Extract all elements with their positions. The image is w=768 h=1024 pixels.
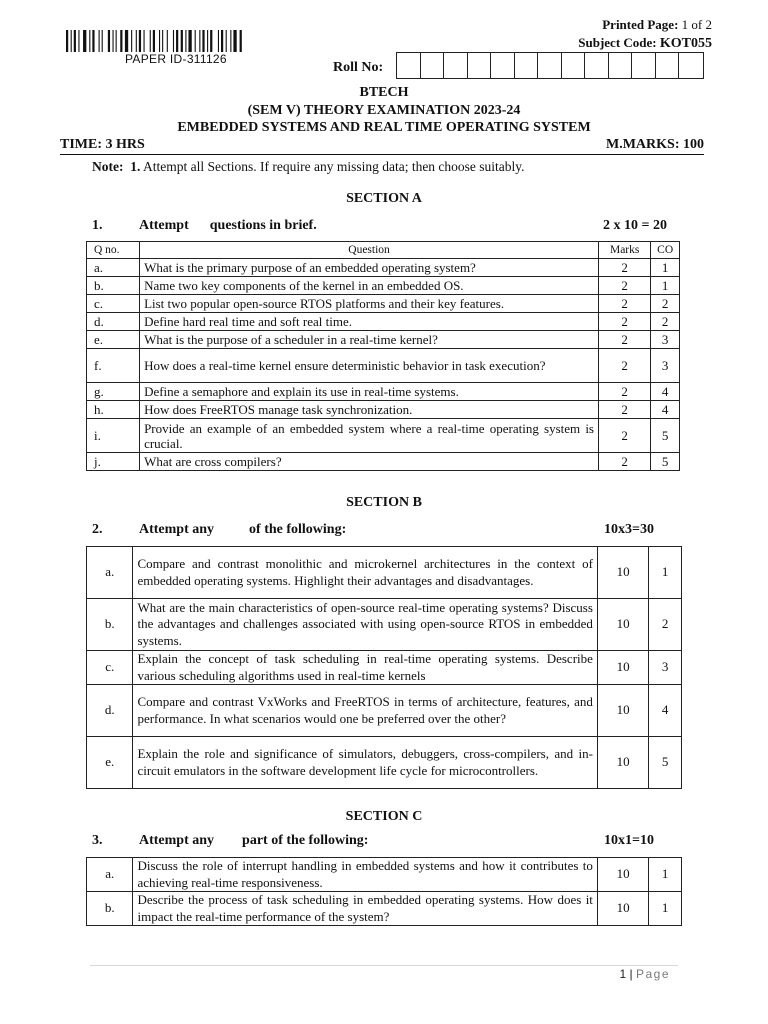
question-text: Discuss the role of interrupt handling in embedded systems and how it contributes to achieving real-time responsiveness.: [133, 858, 597, 892]
question-text: Describe the process of task scheduling in embedded operating systems. How does it impact the real-time performance of the system?: [133, 892, 597, 926]
section-a-qnum: 1.: [92, 218, 103, 233]
table-row: [87, 331, 680, 349]
roll-no-boxes[interactable]: [396, 52, 704, 79]
table-row: [87, 737, 682, 789]
table-row: [87, 383, 680, 401]
roll-no-box[interactable]: [585, 53, 609, 78]
question-co: 1: [651, 259, 680, 277]
question-marks: 10: [597, 685, 648, 737]
section-a-instruction: Attempt questions in brief.: [139, 218, 317, 233]
question-text: Provide an example of an embedded system where a real-time operating system is crucial.: [140, 419, 599, 453]
question-co: 3: [649, 651, 682, 685]
roll-no-box[interactable]: [421, 53, 445, 78]
question-text: Explain the role and significance of simulators, debuggers, cross-compilers, and in-circuit emulators in the software development life cycle for microcontrollers.: [133, 737, 597, 789]
section-c-qnum: 3.: [92, 833, 103, 848]
question-marks: 10: [597, 858, 648, 892]
table-row: [87, 599, 682, 651]
section-c-instruction: Attempt any part of the following:: [139, 833, 369, 848]
question-number: b.: [87, 277, 140, 295]
note-number: 1.: [130, 159, 141, 174]
table-row: [87, 858, 682, 892]
subject-title: EMBEDDED SYSTEMS AND REAL TIME OPERATING SYSTEM: [177, 120, 591, 135]
question-text: Compare and contrast monolithic and microkernel architectures in the context of embedded operating systems. Highlight their advantages and disadvantages.: [133, 547, 597, 599]
table-row: [87, 349, 680, 383]
roll-no-box[interactable]: [397, 53, 421, 78]
question-number: g.: [87, 383, 140, 401]
note-label: Note:: [92, 159, 124, 174]
question-number: j.: [87, 453, 140, 471]
question-co: 5: [651, 419, 680, 453]
question-number: a.: [87, 259, 140, 277]
roll-no-box[interactable]: [468, 53, 492, 78]
question-marks: 2: [599, 349, 651, 383]
page-footer: [619, 967, 670, 981]
question-marks: 2: [599, 401, 651, 419]
question-co: 1: [649, 892, 682, 926]
subject-code-label: Subject Code:: [578, 35, 657, 50]
roll-no-box[interactable]: [562, 53, 586, 78]
question-co: 3: [651, 349, 680, 383]
question-number: e.: [87, 331, 140, 349]
exam-time: TIME: 3 HRS: [60, 137, 145, 152]
roll-no-box[interactable]: [538, 53, 562, 78]
question-marks: 2: [599, 313, 651, 331]
question-co: 4: [651, 401, 680, 419]
question-co: 1: [649, 547, 682, 599]
exam-title: (SEM V) THEORY EXAMINATION 2023-24: [247, 103, 521, 118]
question-marks: 2: [599, 259, 651, 277]
question-number: a.: [87, 858, 133, 892]
question-co: 2: [651, 313, 680, 331]
time-marks-row: [60, 137, 704, 155]
question-number: i.: [87, 419, 140, 453]
table-row: [87, 259, 680, 277]
header-question: Question: [140, 242, 599, 259]
section-b-table: [86, 546, 682, 789]
question-marks: 10: [597, 651, 648, 685]
question-co: 4: [651, 383, 680, 401]
question-number: d.: [87, 685, 133, 737]
table-row: [87, 419, 680, 453]
printed-page: [602, 17, 712, 33]
question-number: b.: [87, 892, 133, 926]
section-a-title: SECTION A: [346, 191, 422, 206]
roll-no-box[interactable]: [632, 53, 656, 78]
question-co: 4: [649, 685, 682, 737]
footer-page-word: Page: [635, 967, 670, 981]
footer-separator: |: [629, 967, 633, 981]
question-marks: 2: [599, 453, 651, 471]
question-number: f.: [87, 349, 140, 383]
header-co: CO: [651, 242, 680, 259]
barcode: [66, 30, 294, 52]
section-a-marks: 2 x 10 = 20: [603, 218, 667, 233]
question-co: 2: [651, 295, 680, 313]
question-co: 1: [649, 858, 682, 892]
paper-id: PAPER ID-311126: [125, 52, 227, 66]
question-text: What is the primary purpose of an embedded operating system?: [140, 259, 599, 277]
question-marks: 10: [597, 737, 648, 789]
table-row: [87, 313, 680, 331]
question-number: h.: [87, 401, 140, 419]
section-b-qnum: 2.: [92, 522, 103, 537]
question-text: How does FreeRTOS manage task synchronization.: [140, 401, 599, 419]
table-row: [87, 651, 682, 685]
question-co: 3: [651, 331, 680, 349]
table-row: [87, 277, 680, 295]
question-marks: 10: [597, 599, 648, 651]
roll-no-box[interactable]: [491, 53, 515, 78]
question-marks: 10: [597, 547, 648, 599]
roll-no-box[interactable]: [679, 53, 703, 78]
roll-no-box[interactable]: [656, 53, 680, 78]
question-co: 5: [649, 737, 682, 789]
header-qno: Q no.: [87, 242, 140, 259]
section-c-table: [86, 857, 682, 926]
printed-page-value: 1 of 2: [681, 17, 712, 32]
roll-no-label: Roll No:: [333, 60, 384, 75]
instructions-note: [92, 159, 525, 175]
question-marks: 10: [597, 892, 648, 926]
table-row: [87, 453, 680, 471]
question-number: c.: [87, 651, 133, 685]
subject-code: [578, 35, 712, 52]
question-co: 1: [651, 277, 680, 295]
table-row: [87, 547, 682, 599]
question-marks: 2: [599, 331, 651, 349]
table-row: [87, 685, 682, 737]
question-text: Compare and contrast VxWorks and FreeRTOS in terms of architecture, features, and performance. In what scenarios would one be preferred over the other?: [133, 685, 597, 737]
question-text: What are cross compilers?: [140, 453, 599, 471]
question-number: e.: [87, 737, 133, 789]
roll-no-box[interactable]: [609, 53, 633, 78]
roll-no-box[interactable]: [515, 53, 539, 78]
section-a-table: [86, 241, 680, 471]
footer-page-number: 1: [619, 967, 627, 981]
question-text: How does a real-time kernel ensure deterministic behavior in task execution?: [140, 349, 599, 383]
table-header-row: [87, 242, 680, 259]
question-number: b.: [87, 599, 133, 651]
question-number: d.: [87, 313, 140, 331]
section-c-marks: 10x1=10: [604, 833, 654, 848]
question-text: Define a semaphore and explain its use in real-time systems.: [140, 383, 599, 401]
question-marks: 2: [599, 277, 651, 295]
table-row: [87, 401, 680, 419]
subject-code-value: KOT055: [659, 36, 712, 51]
question-marks: 2: [599, 419, 651, 453]
note-text: Attempt all Sections. If require any missing data; then choose suitably.: [143, 159, 525, 174]
footer-divider: [90, 965, 678, 966]
question-text: What are the main characteristics of open-source real-time operating systems? Discuss the advantages and challenges associated with using open-source RTOS in embedded systems.: [133, 599, 597, 651]
question-marks: 2: [599, 295, 651, 313]
question-text: Define hard real time and soft real time.: [140, 313, 599, 331]
max-marks: M.MARKS: 100: [606, 137, 704, 152]
table-row: [87, 295, 680, 313]
printed-page-label: Printed Page:: [602, 17, 679, 32]
course-title: BTECH: [359, 85, 409, 100]
header-marks: Marks: [599, 242, 651, 259]
question-number: c.: [87, 295, 140, 313]
question-marks: 2: [599, 383, 651, 401]
question-co: 2: [649, 599, 682, 651]
section-b-marks: 10x3=30: [604, 522, 654, 537]
question-text: What is the purpose of a scheduler in a real-time kernel?: [140, 331, 599, 349]
section-c-title: SECTION C: [345, 809, 423, 824]
question-text: Explain the concept of task scheduling in real-time operating systems. Describe various scheduling algorithms used in real-time kernels: [133, 651, 597, 685]
question-number: a.: [87, 547, 133, 599]
question-text: Name two key components of the kernel in an embedded OS.: [140, 277, 599, 295]
section-b-title: SECTION B: [346, 495, 422, 510]
section-b-instruction: Attempt any of the following:: [139, 522, 347, 537]
table-row: [87, 892, 682, 926]
question-co: 5: [651, 453, 680, 471]
roll-no-box[interactable]: [444, 53, 468, 78]
question-text: List two popular open-source RTOS platforms and their key features.: [140, 295, 599, 313]
